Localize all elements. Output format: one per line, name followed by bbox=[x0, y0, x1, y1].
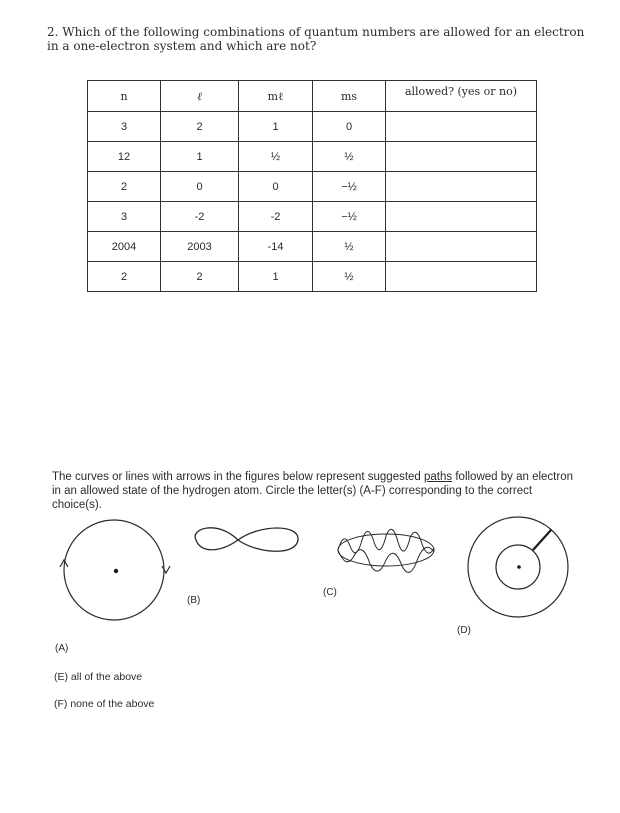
cell-l: 2003 bbox=[161, 232, 239, 262]
table-row bbox=[88, 112, 537, 142]
question-text bbox=[47, 25, 587, 53]
cell-l: 2 bbox=[161, 112, 239, 142]
label-a[interactable]: (A) bbox=[55, 643, 69, 654]
paths-underlined-word: paths bbox=[424, 471, 453, 483]
cell-allowed-answer[interactable] bbox=[386, 172, 537, 202]
cell-n: 2 bbox=[88, 172, 161, 202]
transition-arrow-icon bbox=[533, 530, 551, 550]
label-b[interactable]: (B) bbox=[187, 595, 201, 606]
cell-ml: 1 bbox=[239, 262, 313, 292]
figure-b-figure-eight-path[interactable] bbox=[195, 528, 298, 551]
nucleus-dot bbox=[114, 569, 118, 573]
question-body: Which of the following combinations of quantum numbers are allowed for an electron in a one-electron system and which are not? bbox=[47, 25, 585, 53]
right-arrow-icon bbox=[162, 566, 170, 573]
cell-ml: ½ bbox=[239, 142, 313, 172]
cell-ms: −½ bbox=[313, 172, 386, 202]
cell-ml: 1 bbox=[239, 112, 313, 142]
header-allowed: allowed? (yes or no) bbox=[386, 81, 537, 112]
cell-l: -2 bbox=[161, 202, 239, 232]
paths-question-text bbox=[52, 470, 582, 512]
table-header-row bbox=[88, 81, 537, 112]
cell-n: 3 bbox=[88, 112, 161, 142]
cell-allowed-answer[interactable] bbox=[386, 262, 537, 292]
cell-l: 1 bbox=[161, 142, 239, 172]
cell-ms: ½ bbox=[313, 142, 386, 172]
cell-ms: −½ bbox=[313, 202, 386, 232]
cell-l: 2 bbox=[161, 262, 239, 292]
table-row bbox=[88, 232, 537, 262]
choice-e-all[interactable]: (E) all of the above bbox=[54, 671, 143, 683]
paths-text-after: followed by an electron in an allowed state of the hydrogen atom. Circle the letter(s) (A-F) corresponding to the correct choice(s). bbox=[52, 471, 573, 511]
cell-ms: ½ bbox=[313, 262, 386, 292]
cell-allowed-answer[interactable] bbox=[386, 202, 537, 232]
cell-ml: 0 bbox=[239, 172, 313, 202]
cell-n: 3 bbox=[88, 202, 161, 232]
cell-ms: ½ bbox=[313, 232, 386, 262]
figure-a-circular-orbit[interactable] bbox=[60, 520, 170, 620]
header-ml: mℓ bbox=[239, 81, 313, 112]
cell-ms: 0 bbox=[313, 112, 386, 142]
label-d[interactable]: (D) bbox=[457, 625, 471, 636]
figure-d-concentric-orbits[interactable] bbox=[468, 517, 568, 617]
cell-n: 2 bbox=[88, 262, 161, 292]
header-l: ℓ bbox=[161, 81, 239, 112]
figure-c-wavy-orbit[interactable] bbox=[338, 529, 434, 572]
table-row bbox=[88, 142, 537, 172]
header-ms: ms bbox=[313, 81, 386, 112]
cell-allowed-answer[interactable] bbox=[386, 232, 537, 262]
header-n: n bbox=[88, 81, 161, 112]
table-row bbox=[88, 202, 537, 232]
table-row bbox=[88, 172, 537, 202]
question-number: 2. bbox=[47, 25, 59, 39]
cell-l: 0 bbox=[161, 172, 239, 202]
table-row bbox=[88, 262, 537, 292]
label-c[interactable]: (C) bbox=[323, 587, 337, 598]
choice-f-none[interactable]: (F) none of the above bbox=[54, 698, 155, 710]
cell-n: 12 bbox=[88, 142, 161, 172]
cell-ml: -14 bbox=[239, 232, 313, 262]
cell-allowed-answer[interactable] bbox=[386, 112, 537, 142]
cell-ml: -2 bbox=[239, 202, 313, 232]
quantum-numbers-table bbox=[87, 80, 537, 292]
paths-text-before: The curves or lines with arrows in the figures below represent suggested bbox=[52, 471, 425, 483]
orbit-figures bbox=[0, 510, 620, 640]
nucleus-dot bbox=[517, 565, 521, 569]
cell-allowed-answer[interactable] bbox=[386, 142, 537, 172]
cell-n: 2004 bbox=[88, 232, 161, 262]
